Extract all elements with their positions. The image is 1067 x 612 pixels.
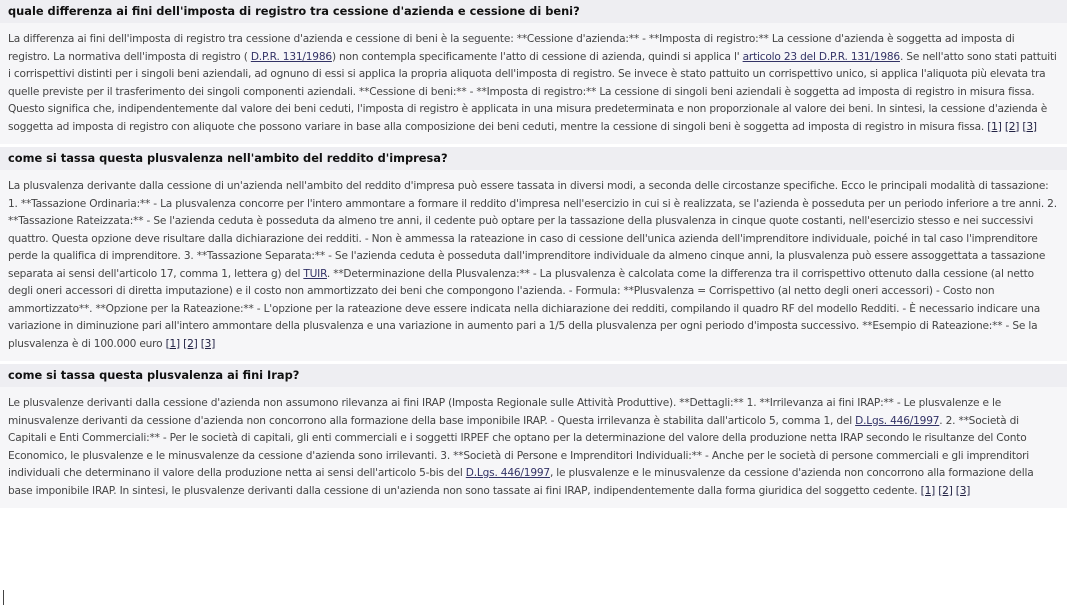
answer-segment: . 2. **Società di Capitali e Enti Commerciali:** - Per le società di capitali, gli enti commerciali e i soggetti IRPEF che optano per la determinazione del valore della produzione netta IRAP secondo le risultanze del Conto Economico, le plusvalenze e le minusvalenze da cessione d'azienda sono irrilevanti. 3. **Società di Persone e Imprenditori Individuali:** - Anche per le società di persone commerciali e gli imprenditori individuali che determinano il valore della produzione netta ai sensi dell'articolo 5-bis del (8, 414, 1030, 479)
qa-block (0, 0, 1067, 144)
question-heading: come si tassa questa plusvalenza ai fini Irap? (0, 364, 1067, 387)
citation-link[interactable]: [1] (165, 337, 180, 350)
reference-link[interactable]: D.Lgs. 446/1997 (855, 414, 940, 427)
citation-link[interactable]: [2] (938, 484, 953, 497)
qa-block (0, 364, 1067, 508)
qa-block (0, 147, 1067, 361)
reference-link[interactable]: TUIR (303, 267, 327, 280)
reference-link[interactable]: D.Lgs. 446/1997 (465, 467, 550, 479)
citation-link[interactable]: [2] (183, 337, 198, 350)
reference-link[interactable]: D.P.R. 131/1986 (250, 50, 332, 63)
answer-text (0, 170, 1067, 361)
citation-link[interactable]: [1] (987, 120, 1002, 133)
answer-segment: , le plusvalenze e le minusvalenze da cessione d'azienda non concorrono alla formazione della base imponibile IRAP. In sintesi, le plusvalenze derivanti dalla cessione di un'azienda non sono tassate ai fini IRAP, indipendentemente dalla forma giuridica del soggetto cedente. (8, 467, 1034, 497)
citation-link[interactable]: [2] (1004, 120, 1020, 133)
citation-link[interactable]: [3] (955, 484, 971, 497)
answer-segment: . **Determinazione della Plusvalenza:** - La plusvalenza è calcolata come la differenza tra il corrispettivo ottenuto dalla cessione (al netto degli oneri accessori di diretta imputazione) e il costo non ammortizzato dei beni che compongono l'azienda. - Formula: **Plusvalenza = Corrispettivo (al netto degli oneri accessori) - Costo non ammortizzato**. **Opzione per la Rateazione:** - L'opzione per la rateazione deve essere indicata nella dichiarazione dei redditi, compilando il quadro RF del modello Redditi. - È necessario indicare una variazione in diminuzione pari all'intero ammontare della plusvalenza e una variazione in aumento pari a 1/5 della plusvalenza per ogni periodo d'imposta successivo. **Esempio di Rateazione:** - Se la plusvalenza è di 100.000 euro (8, 267, 1041, 350)
reference-link[interactable]: articolo 23 del D.P.R. 131/1986 (742, 50, 900, 63)
answer-text (0, 387, 1067, 508)
question-heading: quale differenza ai fini dell'imposta di registro tra cessione d'azienda e cessione di beni? (0, 0, 1067, 23)
answer-segment: La differenza ai fini dell'imposta di registro tra cessione d'azienda e cessione di beni è la seguente: **Cessione d'azienda:** - **Imposta di registro:** La cessione d'azienda è soggetta ad imposta di registro. La normativa dell'imposta di registro ( (8, 33, 1015, 63)
answer-segment: Le plusvalenze derivanti dalla cessione d'azienda non assumono rilevanza ai fini IRAP (Imposta Regionale sulle Attività Produttive). **Dettagli:** 1. **Irrilevanza ai fini IRAP:** - Le plusvalenze e le minusvalenze derivanti da cessione d'azienda non concorrono alla formazione della base imponibile IRAP. - Questa irrilevanza è stabilita dall'articolo 5, comma 1, del (8, 397, 1002, 427)
answer-segment: ) non contempla specificamente l'atto di cessione di azienda, quindi si applica l' (331, 50, 743, 63)
citation-link[interactable]: [1] (920, 484, 936, 497)
citation-link[interactable]: [3] (200, 337, 216, 350)
citation-link[interactable]: [3] (1022, 120, 1037, 133)
answer-segment: La plusvalenza derivante dalla cessione di un'azienda nell'ambito del reddito d'impresa può essere tassata in diversi modi, a seconda delle circostanze specifiche. Ecco le principali modalità di tassazione: 1. **Tassazione Ordinaria:** - La plusvalenza concorre per l'intero ammontare a formare il reddito d'impresa nell'esercizio in cui si è realizzata, se l'azienda è posseduta per un periodo inferiore a tre anni. 2. **Tassazione Rateizzata:** - Se l'azienda ceduta è posseduta da almeno tre anni, il cedente può optare per la tassazione della plusvalenza in cinque quote costanti, nell'esercizio stesso e nei successivi quattro. Questa opzione deve risultare dalla dichiarazione dei redditi. - Non è ammessa la rateazione in caso di cessione dell'unica azienda dell'imprenditore individuale, poiché in tal caso l'imprenditore perde la qualifica di imprenditore. 3. **Tassazione Separata:** - Se l'azienda ceduta è posseduta dall'imprenditore individuale da almeno cinque anni, la plusvalenza può essere assoggettata a tassazione separata ai sensi dell'articolo 17, comma 1, lettera g) del (8, 180, 1057, 280)
text-cursor (3, 590, 4, 605)
answer-segment: . Se nell'atto sono stati pattuiti i corrispettivi distinti per i singoli beni aziendali, ad ognuno di essi si applica la propria aliquota dell'imposta di registro. Se invece è stato pattuito un corrispettivo unico, si applica l'aliquota più elevata tra quelle previste per il trasferimento dei singoli componenti aziendali. **Cessione di beni:** - **Imposta di registro:** La cessione di singoli beni aziendali è soggetta ad imposta di registro in misura fissa. Questo significa che, indipendentemente dal valore dei beni ceduti, l'imposta di registro è applicata in una misura predeterminata e non proporzionale al valore dei beni. In sintesi, la cessione d'azienda è soggetta ad imposta di registro con aliquote che possono variare in base alla composizione dei beni ceduti, mentre la cessione di singoli beni è soggetta ad imposta di registro in misura fissa. (8, 50, 1057, 133)
question-heading: come si tassa questa plusvalenza nell'ambito del reddito d'impresa? (0, 147, 1067, 170)
answer-text (0, 23, 1067, 144)
